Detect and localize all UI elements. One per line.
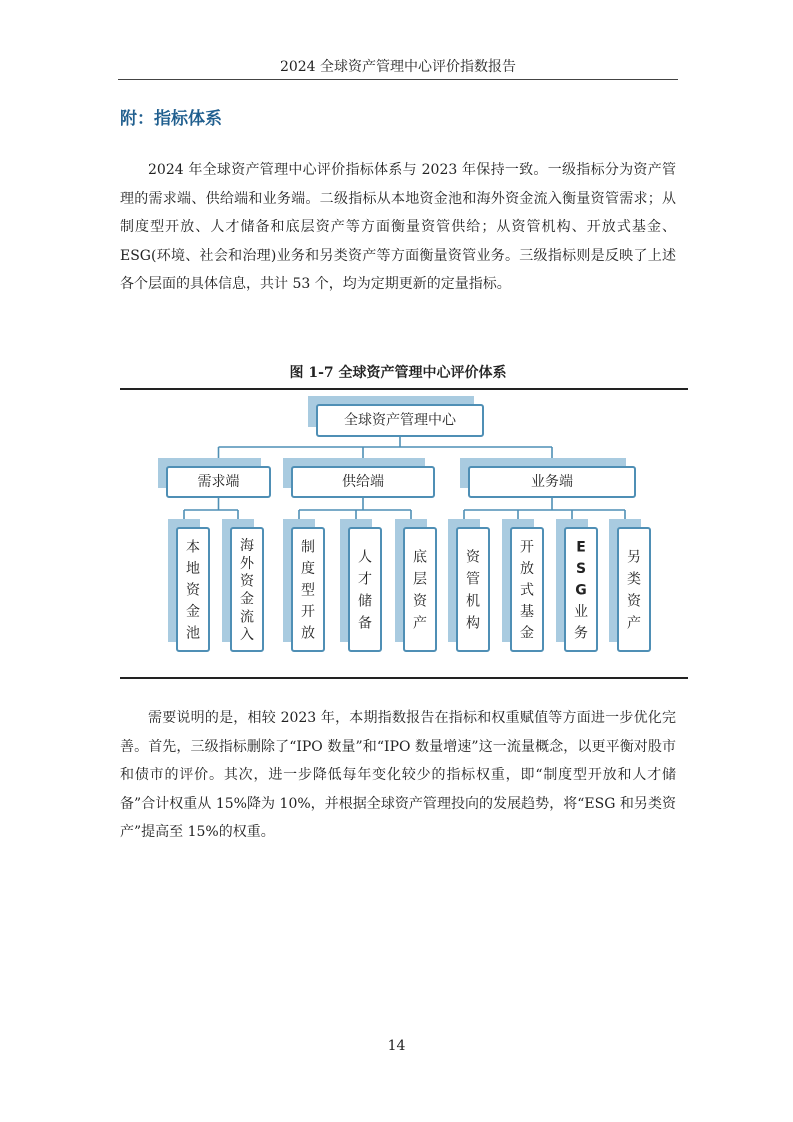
section-title: 附：指标体系 [120,109,222,129]
level1-label-0: 需求端 [197,474,240,490]
leaf-label-1-1: 人才储备 [358,549,372,632]
page-number: 14 [387,1038,406,1054]
intro-paragraph: 2024 年全球资产管理中心评价指标体系与 2023 年保持一致。一级指标分为资产管理的需求端、供给端和业务端。二级指标从本地资金池和海外资金流入衡量资管需求；从制度型开放、人才储备和底层资产等方面衡量资管供给；从资管机构、开放式基金、ESG(环境、社会和治理)业务和另类资产等方面衡量资管业务。三级指标则是反映了上述各个层面的具体信息，共计 53 个，均为定期更新的定量指标。 [120,162,676,293]
level1-label-2: 业务端 [531,474,573,490]
root-node-label: 全球资产管理中心 [344,412,456,429]
leaf-node-2-3 [618,528,650,651]
leaf-node-1-1 [349,528,381,651]
leaf-label-1-0: 制度型开放 [301,539,315,642]
level1-label-1: 供给端 [342,474,384,490]
leaf-label-2-3: 另类资产 [627,549,641,632]
leaf-label-0-1: 海外资金流入 [240,537,254,644]
leaf-label-2-2: E S G 业务 [574,539,588,642]
leaf-label-0-0: 本地资金池 [186,539,200,642]
diagram-boxes [158,396,650,651]
figure-caption: 图 1-7 全球资产管理中心评价体系 [289,365,507,381]
figure-bottom-rule [120,677,688,679]
leaf-label-1-2: 底层资产 [413,549,427,632]
explanation-paragraph: 需要说明的是，相较 2023 年，本期指数报告在指标和权重赋值等方面进一步优化完善。首先，三级指标删除了“IPO 数量”和“IPO 数量增速”这一流量概念，以更平衡对股市和债市的评价。其次，进一步降低每年变化较少的指标权重，即“制度型开放和人才储备”合计权重从 15%降为 10%，并根据全球资产管理投向的发展趋势，将“ESG 和另类资产”提高至 15%的权重。 [120,710,676,841]
leaf-label-2-1: 开放式基金 [520,539,534,642]
running-header: 2024 全球资产管理中心评价指数报告 [279,59,517,75]
leaf-label-2-0: 资管机构 [466,549,480,632]
leaf-node-2-0 [457,528,489,651]
leaf-node-1-2 [404,528,436,651]
